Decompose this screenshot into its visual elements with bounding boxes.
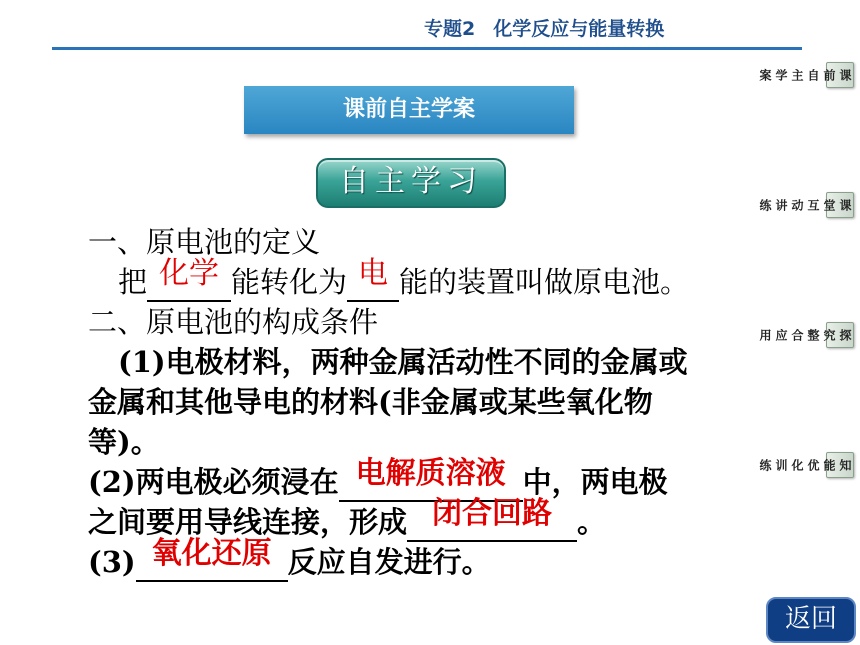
header-divider (52, 47, 802, 50)
condition-3-pre: (3) (88, 545, 136, 579)
definition-post: 能的装置叫做原电池。 (399, 265, 690, 299)
definition-pre: 把 (118, 265, 148, 299)
back-button[interactable]: 返回 (766, 597, 856, 643)
blank-1 (147, 256, 231, 302)
side-tab-optimization-training[interactable]: 知能优化训练 (826, 452, 854, 478)
answer-1: 化学 (159, 256, 220, 291)
heading-conditions: 二、原电池的构成条件 (88, 305, 379, 339)
section-banner: 课前自主学案 (244, 86, 574, 134)
condition-1-line-2: 金属和其他导电的材料(非金属或某些氧化物 (88, 385, 653, 419)
condition-1-line-1: (1)电极材料，两种金属活动性不同的金属或 (118, 345, 688, 379)
side-tab-inquiry-integration[interactable]: 探究整合应用 (826, 322, 854, 348)
answer-5: 氧化还原 (151, 536, 272, 571)
condition-2-line-2-pre: 之间要用导线连接，形成 (88, 505, 408, 539)
condition-2-line-2-post: 。 (577, 505, 607, 539)
blank-2 (347, 256, 399, 302)
side-tab-classroom-practice[interactable]: 课堂互动讲练 (826, 192, 854, 218)
definition-mid: 能转化为 (231, 265, 348, 299)
chapter-title: 化学反应与能量转换 (493, 18, 665, 40)
condition-3-post: 反应自发进行。 (287, 545, 491, 579)
condition-2-pre: (2)两电极必须浸在 (88, 465, 339, 499)
topic-label: 专题2 (424, 18, 476, 40)
condition-3-line (88, 536, 778, 582)
side-tab-preclass-study[interactable]: 课前自主学案 (826, 62, 854, 88)
heading-definition: 一、原电池的定义 (88, 225, 321, 259)
blank-4 (407, 496, 577, 542)
main-content (88, 222, 778, 582)
answer-4: 闭合回路 (432, 496, 553, 531)
definition-line (88, 256, 778, 302)
condition-1-line-3: 等)。 (88, 425, 160, 459)
header-title (424, 14, 664, 41)
answer-2: 电 (358, 256, 389, 291)
condition-2-post: 中，两电极 (522, 465, 668, 499)
answer-3: 电解质溶液 (355, 456, 506, 491)
blank-5 (136, 536, 288, 582)
self-study-badge: 自主学习 (316, 158, 506, 208)
